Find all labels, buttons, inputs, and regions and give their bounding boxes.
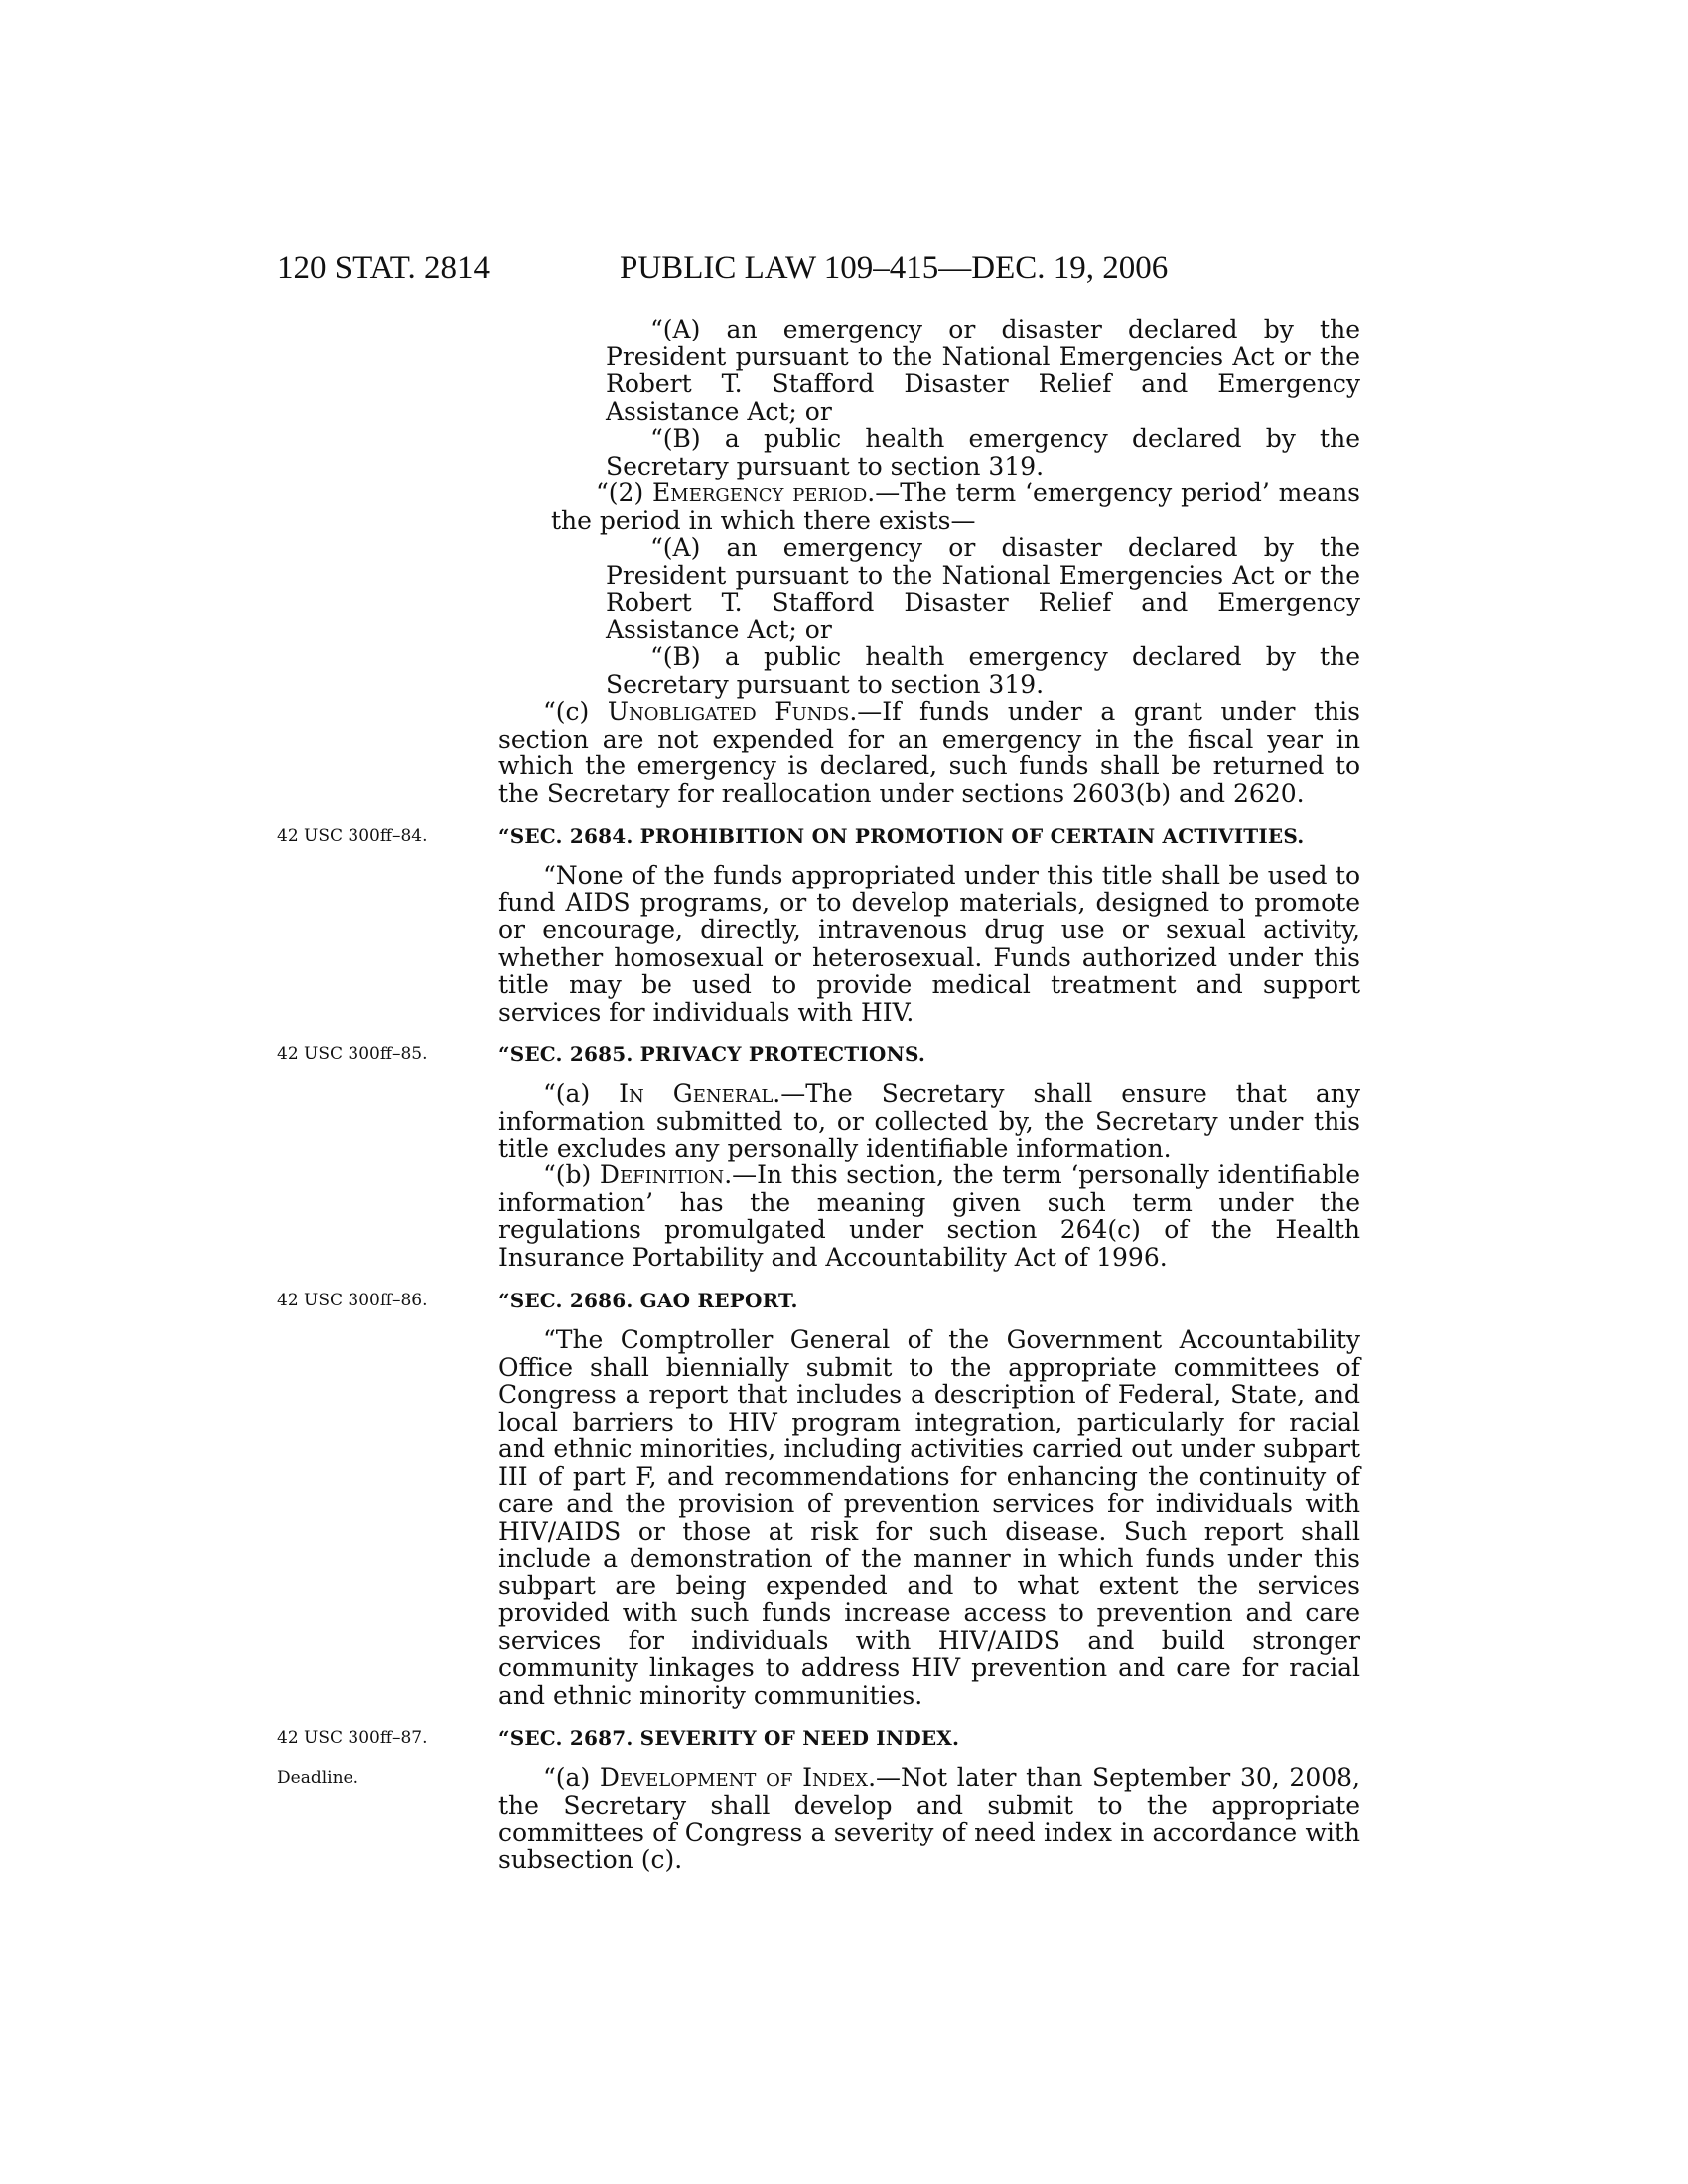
paragraph-2b: “(B) a public health emergency declared by the Secretary pursuant to section 319. [606,642,1360,699]
page-title: PUBLIC LAW 109–415—DEC. 19, 2006 [620,250,1169,286]
section-2684-text: “None of the funds appropriated under this title shall be used to fund AIDS programs, or to develop materials, designed to promote or encourage, directly, intravenous drug use or sexual activity, whether homosexual or heterosexual. Funds authorized under this title may be used to provide medical treatment and support services for individuals with HIV. [498,861,1360,1026]
margin-note-usc-85: 42 USC 300ff–85. [277,1044,428,1064]
section-2684-heading: “SEC. 2684. PROHIBITION ON PROMOTION OF CERTAIN ACTIVITIES. [498,824,1305,848]
section-2685-b-lead: “(b) [543,1160,600,1189]
section-2687-a-heading: Development of Index [599,1763,869,1792]
paragraph-2-heading: Emergency period [652,478,868,507]
section-2687-a [498,1764,1360,1873]
section-2686-text: “The Comptroller General of the Government Accountability Office shall biennially submit to the appropriate committees of Congress a report that includes a description of Federal, State, and local barriers to HIV program integration, particularly for racial and ethnic minorities, including activities carried out under subpart III of part F, and recommendations for enhancing the continuity of care and the provision of prevention services for individuals with HIV/AIDS or those at risk for such disease. Such report shall include a demonstration of the manner in which funds under this subpart are being expended and to what extent the services provided with such funds increase access to prevention and care services for individuals with HIV/AIDS and build stronger community linkages to address HIV prevention and care for racial and ethnic minority communities. [498,1325,1360,1709]
section-2685-b-text: .—In this section, the term ‘personally identifiable information’ has the meaning given such term under the regulations promulgated under section 264(c) of the Health Insurance Portability and Accountability Act of 1996. [498,1160,1360,1272]
section-2685-heading: “SEC. 2685. PRIVACY PROTECTIONS. [498,1042,926,1066]
paragraph-2a: “(A) an emergency or disaster declared by the President pursuant to the National Emergencies Act or the Robert T. Stafford Disaster Relief and Emergency Assistance Act; or [606,533,1360,644]
section-2687-a-lead: “(a) [543,1763,600,1792]
margin-note-usc-86: 42 USC 300ff–86. [277,1291,428,1310]
paragraph-2-text: .—The term ‘emergency period’ means the period in which there exists— [551,478,1360,535]
section-2687-heading: “SEC. 2687. SEVERITY OF NEED INDEX. [498,1726,960,1750]
section-2685-a-text: .—The Secretary shall ensure that any information submitted to, or collected by, the Secretary under this title excludes any personally identifiable information. [498,1079,1360,1162]
margin-note-deadline: Deadline. [277,1768,358,1788]
paragraph-1a: “(A) an emergency or disaster declared by the President pursuant to the National Emergencies Act or the Robert T. Stafford Disaster Relief and Emergency Assistance Act; or [606,315,1360,426]
section-2687-a-text: .—Not later than September 30, 2008, the Secretary shall develop and submit to the appropriate committees of Congress a severity of need index in accordance with subsection (c). [498,1763,1360,1874]
margin-note-usc-84: 42 USC 300ff–84. [277,826,428,846]
subsection-c-heading: Unobligated Funds [607,697,850,726]
subsection-c-text: .—If funds under a grant under this section are not expended for an emergency in the fiscal year in which the emergency is declared, such funds shall be returned to the Secretary for reallocation under sections 2603(b) and 2620. [498,697,1360,808]
section-2685-b-heading: Definition [599,1160,725,1189]
paragraph-2-lead: “(2) [596,478,653,507]
subsection-c [498,698,1360,807]
subsection-c-lead: “(c) [543,697,608,726]
paragraph-2 [551,479,1360,534]
section-2686-heading: “SEC. 2686. GAO REPORT. [498,1289,798,1312]
section-2685-b [498,1161,1360,1271]
section-2685-a-lead: “(a) [543,1079,620,1108]
paragraph-1b: “(B) a public health emergency declared by the Secretary pursuant to section 319. [606,424,1360,480]
margin-note-usc-87: 42 USC 300ff–87. [277,1728,428,1748]
section-2685-a-heading: In General [619,1079,774,1108]
page-reference: 120 STAT. 2814 [277,250,491,286]
section-2685-a [498,1080,1360,1162]
